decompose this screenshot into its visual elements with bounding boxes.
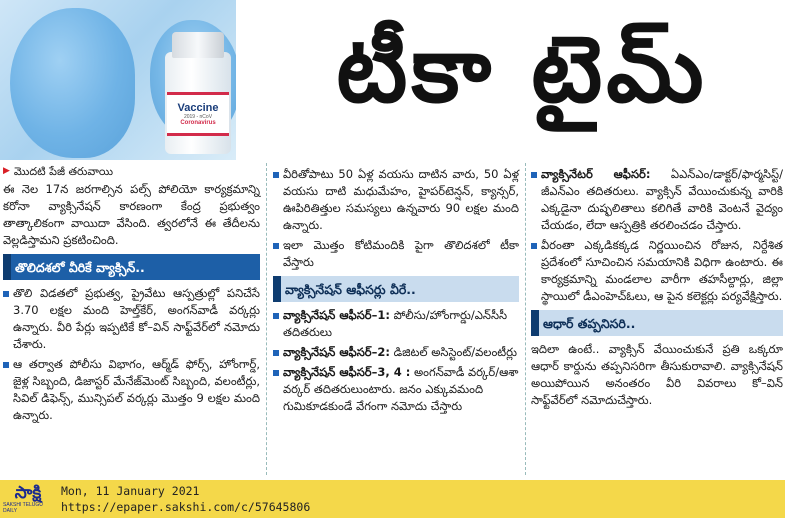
bullet-square-icon bbox=[273, 313, 279, 319]
lead-text: మొదటి పేజీ తరువాయి bbox=[13, 165, 114, 178]
list-item-text: తొలి విడతలో ప్రభుత్వ, ప్రైవేటు ఆస్పత్రుల్లో పనిచేసే 3.70 లక్షల మంది హెల్త్‌కేర్, అంగన్‌వాడీ వర్కర్లు ఉన్నారు. వీరి పేర్లు ఇప్పటికే కో–విన్ సాఫ్ట్‌వేర్‌లో నమోదు చేశారు. bbox=[13, 286, 260, 351]
subhead-corner bbox=[3, 254, 11, 280]
officer-desc: డిజిటల్ అసిస్టెంట్/వలంటీర్లు bbox=[393, 345, 517, 359]
headline: టీకా టైమ్ bbox=[336, 16, 708, 123]
officer-text bbox=[541, 166, 783, 234]
bullet-square-icon bbox=[3, 291, 9, 297]
officer-desc: ఏఎన్‌ఎం/డాక్టర్/ఫార్మసిస్ట్/జీఎన్‌ఎం తదితరులు. వ్యాక్సిన్ వేయించుకున్న వారికి ఎక్కడైనా దుష్ఫలితాలు కలిగితే వారికి వెంటనే వైద్యం చేయడం, లేదా ఆస్పత్రికి తరలించడం చేస్తారు. bbox=[541, 167, 783, 232]
officer-label: వ్యాక్సినేటర్ ఆఫీసర్: bbox=[541, 167, 651, 181]
logo-subtitle: SAKSHI TELUGU DAILY bbox=[3, 502, 43, 514]
vial-code: 2019 - nCoV bbox=[183, 114, 213, 120]
officer-item bbox=[531, 166, 783, 234]
list-item-text: వీరితోపాటు 50 ఏళ్ల వయసు దాటిన వారు, 50 ఏళ్ల వయసు దాటి మధుమేహం, హైపర్‌టెన్షన్, క్యాన్సర్, ఊపిరితిత్తుల సమస్యలు ఉన్నవారు 90 లక్షల మంది ఉన్నారు. bbox=[283, 167, 519, 232]
aadhaar-paragraph: ఇదిలా ఉంటే.. వ్యాక్సిన్ వేయించుకునే ప్రతి ఒక్కరూ ఆధార్ కార్డును తప్పనిసరిగా తీసుకురావాలి. వ్యాక్సినేషన్ అయిపోయిన అనంతరం వీరి వివరాలు కో–విన్ సాఫ్ట్‌వేర్‌లో నమోదుచేస్తారు. bbox=[531, 342, 783, 407]
footer-bar bbox=[0, 480, 785, 518]
list-item bbox=[3, 285, 260, 353]
subhead-text: తొలిదశలో వీరికే వ్యాక్సిన్.. bbox=[15, 259, 145, 275]
list-item bbox=[3, 356, 260, 424]
officer-desc: పోలీసు/హోంగార్డు/ఎన్‌సీసీ తదితరులు bbox=[283, 308, 508, 339]
officer-item bbox=[273, 307, 519, 341]
list-item bbox=[273, 166, 519, 234]
list-item bbox=[273, 237, 519, 271]
subhead-text: వ్యాక్సినేషన్ ఆఫీసర్లు వీరే.. bbox=[285, 281, 416, 297]
officer-label: వ్యాక్సినేషన్ ఆఫీసర్‌–2: bbox=[283, 345, 390, 359]
column-2 bbox=[273, 163, 519, 415]
issue-date: Mon, 11 January 2021 bbox=[61, 484, 200, 498]
subhead-vaccination-officers bbox=[273, 276, 519, 302]
subhead-text: ఆధార్ తప్పనిసరి.. bbox=[543, 315, 636, 331]
logo-mark: సాక్షి bbox=[14, 483, 42, 503]
officer-label: వ్యాక్సినేషన్ ఆఫీసర్‌–1: bbox=[283, 308, 390, 322]
bullet-square-icon bbox=[273, 172, 279, 178]
column-divider bbox=[266, 163, 267, 475]
bullet-square-icon bbox=[3, 362, 9, 368]
officer-label: వ్యాక్సినేషన్ ఆఫీసర్‌–3, 4 : bbox=[283, 365, 411, 379]
glove-shape bbox=[10, 8, 135, 158]
column-divider bbox=[525, 163, 526, 475]
list-item bbox=[531, 237, 783, 305]
vial-name: Vaccine bbox=[177, 102, 219, 114]
officer-item bbox=[273, 364, 519, 415]
list-item-text: ఆ తర్వాత పోలీసు విభాగం, ఆర్మ్‌డ్ ఫోర్స్, హోంగార్డ్, జైళ్ల సిబ్బంది, డిజాస్టర్ మేనేజ్‌మెంట్ సిబ్బంది, వలంటీర్లు, సివిల్ డిఫెన్స్, మున్సిపల్ వర్కర్లు మొత్తం 9 లక్షల మంది ఉన్నారు. bbox=[13, 357, 260, 422]
footer-text bbox=[61, 483, 310, 515]
play-arrow-icon: ▶ bbox=[3, 166, 10, 176]
officer-desc: అంగన్‌వాడీ వర్కర్/ఆశా వర్కర్ తదితరులుంటారు. జనం ఎక్కువమంది గుమికూడకుండే వేగంగా నమోదు చేస్తారు bbox=[283, 365, 519, 413]
bullet-square-icon bbox=[273, 370, 279, 376]
bullet-square-icon bbox=[531, 243, 537, 249]
officer-text bbox=[283, 344, 517, 361]
bullet-square-icon bbox=[531, 172, 537, 178]
list-item-text: వీరంతా ఎక్కడికక్కడ నిర్ణయించిన రోజున, నిర్దేశిత ప్రదేశంలో సూచించిన సమయానికి విధిగా ఉంటారు. ఈ కార్యక్రమాన్ని మండలాల వారీగా తహసీల్దార్లు, జిల్లా స్థాయిలో డీఎంహెచ్‌ఓలు, ఆ పైన కలెక్టర్లు పర్యవేక్షిస్తారు. bbox=[541, 238, 783, 303]
subhead-first-phase bbox=[3, 254, 260, 280]
continued-from-label bbox=[3, 163, 260, 180]
vaccine-photo bbox=[0, 0, 236, 160]
column-1 bbox=[3, 163, 260, 424]
officer-text bbox=[283, 307, 519, 341]
bullet-square-icon bbox=[273, 350, 279, 356]
vial-virus: Coronavirus bbox=[180, 120, 216, 126]
intro-paragraph: ఈ నెల 17న జరగాల్సిన పల్స్ పోలియో కార్యక్రమాన్ని కరోనా వ్యాక్సినేషన్ కారణంగా కేంద్ర ప్రభుత్వం తాత్కాలికంగా వాయిదా వేసింది. త్వరలోనే ఈ తేదీలను వెల్లడిస్తామని ప్రకటించింది. bbox=[3, 182, 260, 247]
subhead-aadhaar-mandatory bbox=[531, 310, 783, 336]
column-3 bbox=[531, 163, 783, 409]
subhead-corner bbox=[531, 310, 539, 336]
officer-text bbox=[283, 364, 519, 415]
vial-label bbox=[167, 92, 229, 136]
vial-cap bbox=[172, 32, 224, 58]
bullet-square-icon bbox=[273, 243, 279, 249]
epaper-link[interactable]: https://epaper.sakshi.com/c/57645806 bbox=[61, 500, 311, 514]
officer-item bbox=[273, 344, 519, 361]
sakshi-logo bbox=[3, 482, 53, 516]
list-item-text: ఇలా మొత్తం కోటిమందికి పైగా తొలిదశలో టీకా వేస్తారు bbox=[283, 238, 519, 269]
subhead-corner bbox=[273, 276, 281, 302]
